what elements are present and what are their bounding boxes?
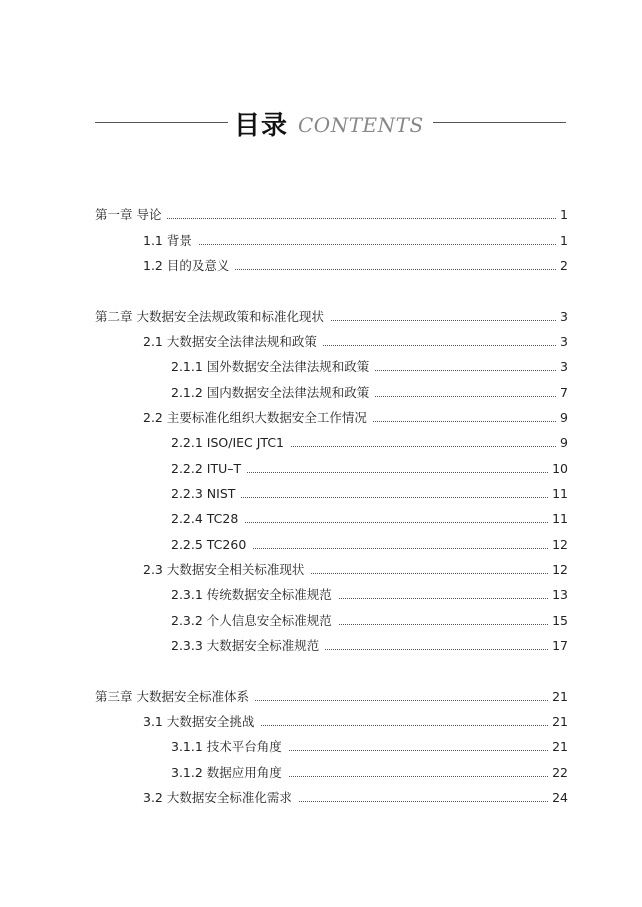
toc-label: 2.2.5 TC260: [171, 535, 252, 555]
toc-page-number: 22: [548, 763, 568, 783]
header-rule-left: [95, 122, 228, 123]
toc-page-number: 12: [548, 560, 568, 580]
toc-page-number: 17: [548, 636, 568, 656]
toc-subsection-2-1-2[interactable]: [171, 383, 568, 403]
toc-label: 第三章 大数据安全标准体系: [95, 687, 255, 707]
toc-label: 第一章 导论: [95, 205, 167, 225]
toc-label: 2.2.4 TC28: [171, 509, 244, 529]
toc-label: 2.3 大数据安全相关标准现状: [143, 560, 310, 580]
page-title-english: CONTENTS: [298, 113, 424, 137]
toc-label: 2.2.2 ITU–T: [171, 459, 247, 479]
toc-page-number: 11: [548, 484, 568, 504]
toc-page-number: 1: [556, 205, 568, 225]
toc-page-number: 15: [548, 611, 568, 631]
toc-chapter-3[interactable]: [95, 687, 568, 707]
toc-subsection-2-2-3[interactable]: [171, 484, 568, 504]
toc-subsection-2-1-1[interactable]: [171, 357, 568, 377]
toc-label: 3.1 大数据安全挑战: [143, 712, 260, 732]
toc-label: 2.2 主要标准化组织大数据安全工作情况: [143, 408, 373, 428]
toc-page-number: 21: [548, 687, 568, 707]
toc-page-number: 21: [548, 737, 568, 757]
toc-chapter-2[interactable]: [95, 307, 568, 327]
toc-page-number: 3: [556, 357, 568, 377]
toc-subsection-3-1-1[interactable]: [171, 737, 568, 757]
toc-subsection-3-1-2[interactable]: [171, 763, 568, 783]
toc-page-number: 24: [548, 788, 568, 808]
toc-label: 2.1.1 国外数据安全法律法规和政策: [171, 357, 375, 377]
toc-page-number: 3: [556, 332, 568, 352]
toc-subsection-2-3-1[interactable]: [171, 585, 568, 605]
toc-page-number: 2: [556, 256, 568, 276]
toc-subsection-2-2-4[interactable]: [171, 509, 568, 529]
toc-page-number: 12: [548, 535, 568, 555]
page-title: 目录: [234, 111, 289, 141]
toc-label: 2.1 大数据安全法律法规和政策: [143, 332, 323, 352]
toc-label: 第二章 大数据安全法规政策和标准化现状: [95, 307, 330, 327]
toc-label: 3.2 大数据安全标准化需求: [143, 788, 298, 808]
toc-label: 1.2 目的及意义: [143, 256, 235, 276]
toc-subsection-2-2-2[interactable]: [171, 459, 568, 479]
toc-subsection-2-2-5[interactable]: [171, 535, 568, 555]
toc-page-number: 10: [548, 459, 568, 479]
toc-label: 2.3.2 个人信息安全标准规范: [171, 611, 338, 631]
toc-section-2-3[interactable]: [143, 560, 568, 580]
toc-label: 2.3.3 大数据安全标准规范: [171, 636, 325, 656]
toc-chapter-1[interactable]: [95, 205, 568, 225]
toc-label: 3.1.2 数据应用角度: [171, 763, 288, 783]
toc-page-number: 11: [548, 509, 568, 529]
toc-label: 1.1 背景: [143, 231, 198, 251]
toc-section-3-1[interactable]: [143, 712, 568, 732]
toc-page-number: 3: [556, 307, 568, 327]
toc-page-number: 9: [556, 408, 568, 428]
toc-page-number: 1: [556, 231, 568, 251]
toc-section-1-1[interactable]: [143, 231, 568, 251]
toc-section-2-1[interactable]: [143, 332, 568, 352]
toc-label: 2.3.1 传统数据安全标准规范: [171, 585, 338, 605]
toc-section-3-2[interactable]: [143, 788, 568, 808]
toc-page-number: 21: [548, 712, 568, 732]
toc-subsection-2-3-3[interactable]: [171, 636, 568, 656]
toc-label: 3.1.1 技术平台角度: [171, 737, 288, 757]
toc-label: 2.2.3 NIST: [171, 484, 241, 504]
toc-page-number: 9: [556, 433, 568, 453]
toc-label: 2.2.1 ISO/IEC JTC1: [171, 433, 290, 453]
toc-page-number: 13: [548, 585, 568, 605]
toc-subsection-2-3-2[interactable]: [171, 611, 568, 631]
header-rule-right: [433, 122, 566, 123]
toc-label: 2.1.2 国内数据安全法律法规和政策: [171, 383, 375, 403]
toc-section-1-2[interactable]: [143, 256, 568, 276]
dot-leader: [143, 244, 568, 245]
toc-subsection-2-2-1[interactable]: [171, 433, 568, 453]
toc-section-2-2[interactable]: [143, 408, 568, 428]
toc-header: [95, 104, 566, 140]
toc-page-number: 7: [556, 383, 568, 403]
